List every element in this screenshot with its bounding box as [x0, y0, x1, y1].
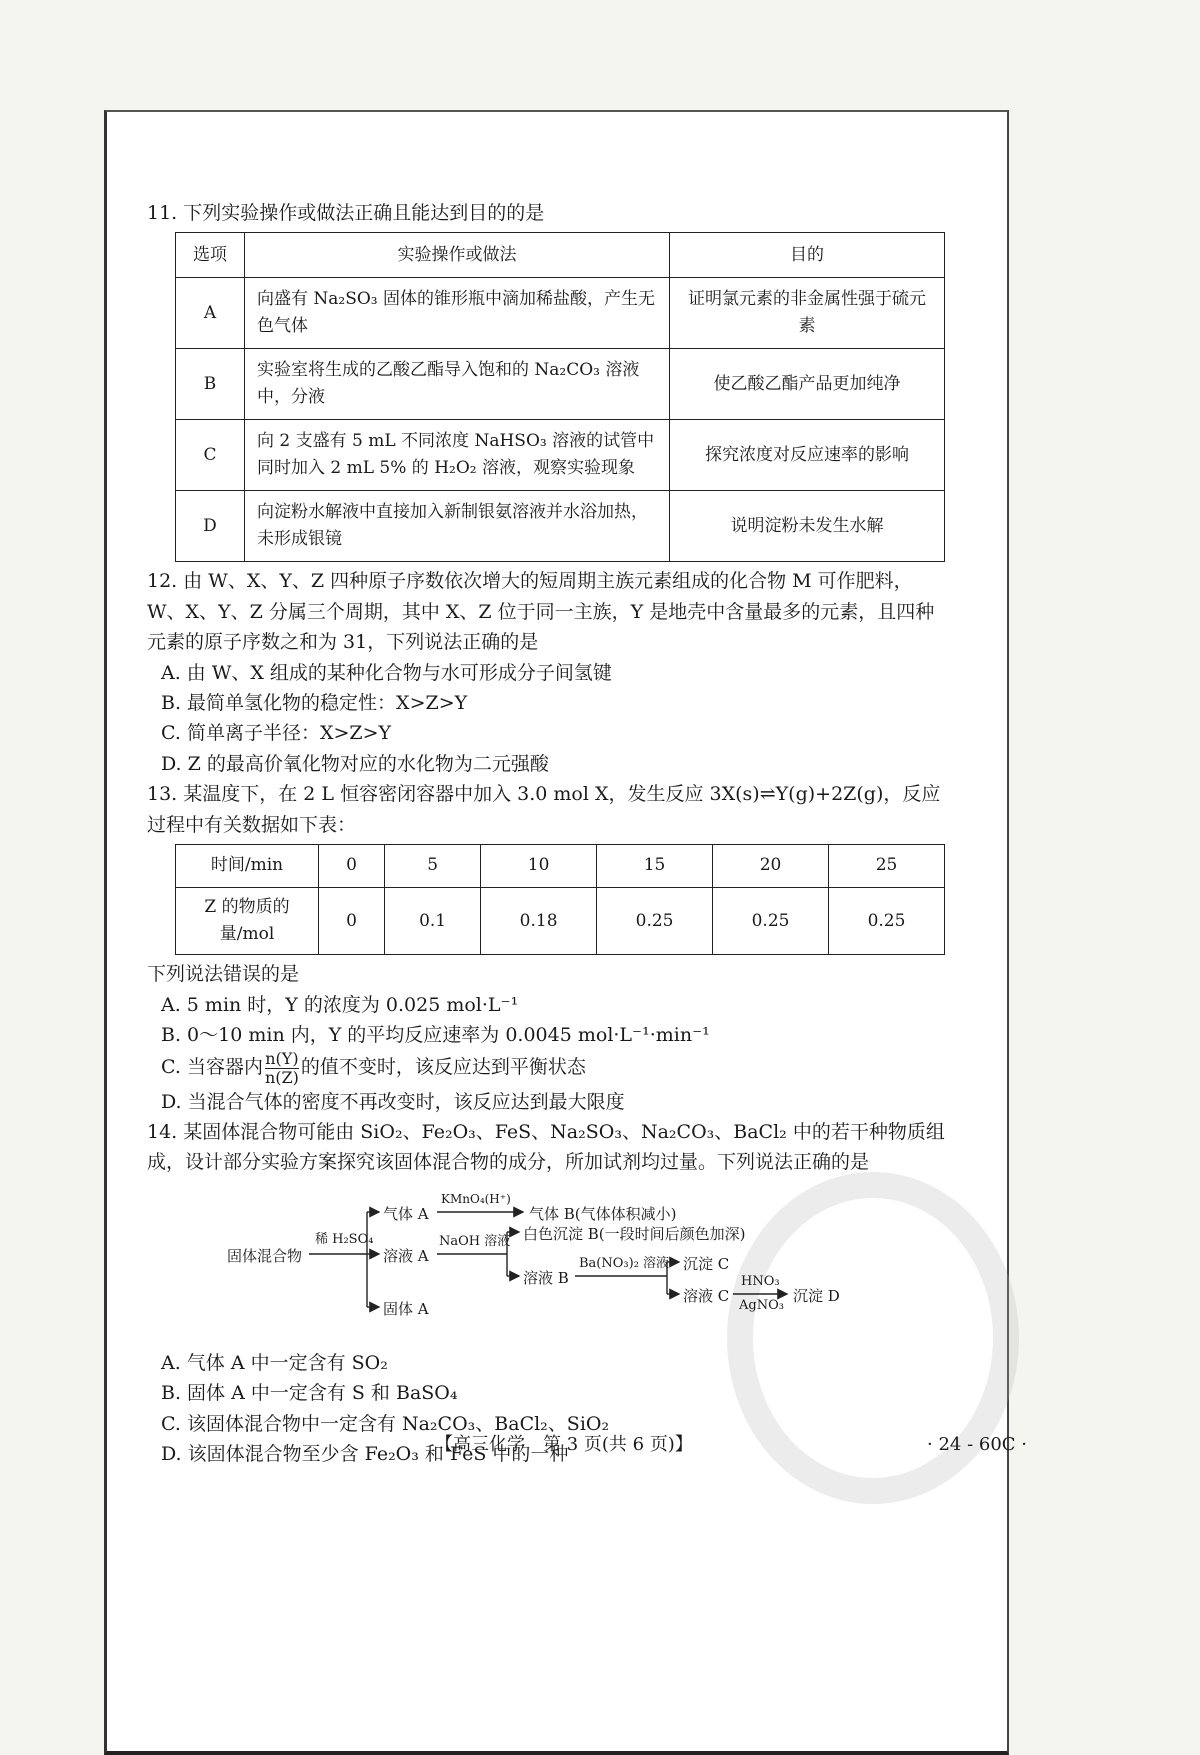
- flow-sol-a: 溶液 A: [383, 1246, 429, 1265]
- flow-reagent-h2so4: 稀 H₂SO₄: [315, 1231, 374, 1247]
- q11-option-c: C: [176, 420, 245, 491]
- q13-option-c-suffix: 的值不变时，该反应达到平衡状态: [300, 1056, 586, 1079]
- flow-ppt-b: 白色沉淀 B(一段时间后颜色加深): [523, 1224, 746, 1243]
- q11-operation-a: 向盛有 Na₂SO₃ 固体的锥形瓶中滴加稀盐酸，产生无色气体: [245, 278, 670, 349]
- fraction-numerator: n(Y): [265, 1049, 299, 1069]
- q11-stem: 11. 下列实验操作或做法正确且能达到目的的是: [147, 202, 545, 224]
- q13-amount-cell: 0.25: [829, 887, 945, 954]
- q13-amount-label: Z 的物质的量/mol: [176, 887, 319, 954]
- table-row: [176, 278, 945, 349]
- flow-start: 固体混合物: [227, 1246, 303, 1265]
- footer-page-info: 【高三化学 第 3 页(共 6 页)】: [435, 1434, 693, 1455]
- q13-time-cell: 5: [385, 844, 481, 887]
- q14-option-a: A. 气体 A 中一定含有 SO₂: [161, 1351, 388, 1374]
- q11-goal-c: 探究浓度对反应速率的影响: [670, 420, 945, 491]
- q13-time-cell: 15: [597, 844, 713, 887]
- q13-time-cell: 0: [319, 844, 385, 887]
- table-row: [176, 349, 945, 420]
- q14-stem: 14. 某固体混合物可能由 SiO₂、Fe₂O₃、FeS、Na₂SO₃、Na₂CO₃、BaCl₂ 中的若干种物质组成，设计部分实验方案探究该固体混合物的成分，所加试剂均过量。下列说法正确的是: [147, 1121, 945, 1174]
- q11-option-d: D: [176, 491, 245, 562]
- q12-option-a: A. 由 W、X 组成的某种化合物与水可形成分子间氢键: [161, 661, 612, 684]
- q13-amount-cell: 0.18: [481, 887, 597, 954]
- q11-table: [175, 232, 945, 562]
- flow-sol-c: 溶液 C: [683, 1286, 730, 1305]
- q11-operation-c: 向 2 支盛有 5 mL 不同浓度 NaHSO₃ 溶液的试管中同时加入 2 mL 5% 的 H₂O₂ 溶液，观察实验现象: [245, 420, 670, 491]
- q11-operation-b: 实验室将生成的乙酸乙酯导入饱和的 Na₂CO₃ 溶液中，分液: [245, 349, 670, 420]
- table-row: [176, 491, 945, 562]
- q11-header-operation: 实验操作或做法: [245, 233, 670, 278]
- q14-option-d: D. 该固体混合物至少含 Fe₂O₃ 和 FeS 中的一种: [161, 1442, 569, 1465]
- q11-header-goal: 目的: [670, 233, 945, 278]
- table-row: [176, 887, 945, 954]
- q11-option-a: A: [176, 278, 245, 349]
- q11-header-row: [176, 233, 945, 278]
- q13-amount-cell: 0: [319, 887, 385, 954]
- q13-option-c-fraction: [265, 1050, 299, 1086]
- table-row: [176, 420, 945, 491]
- q13-amount-cell: 0.25: [713, 887, 829, 954]
- flow-ppt-c: 沉淀 C: [683, 1254, 730, 1273]
- flow-ppt-d: 沉淀 D: [793, 1286, 840, 1305]
- q13-time-cell: 20: [713, 844, 829, 887]
- flow-gas-b: 气体 B(气体体积减小): [529, 1204, 677, 1223]
- q13-option-c: [161, 1050, 947, 1086]
- q11-header-option: 选项: [176, 233, 245, 278]
- q13-time-cell: 10: [481, 844, 597, 887]
- q13-time-label: 时间/min: [176, 844, 319, 887]
- flow-reagent-naoh: NaOH 溶液: [439, 1233, 511, 1249]
- q13-option-b: B. 0～10 min 内，Y 的平均反应速率为 0.0045 mol·L⁻¹·min⁻¹: [161, 1024, 710, 1047]
- q13-table: [175, 844, 945, 955]
- q12-stem: 12. 由 W、X、Y、Z 四种原子序数依次增大的短周期主族元素组成的化合物 M 可作肥料，W、X、Y、Z 分属三个周期，其中 X、Z 位于同一主族，Y 是地壳中含量最多的元素，且四种元素的原子序数之和为 31，下列说法正确的是: [147, 570, 935, 654]
- q14-option-c: C. 该固体混合物中一定含有 Na₂CO₃、BaCl₂、SiO₂: [161, 1412, 610, 1435]
- flow-reagent-hno3: HNO₃: [741, 1273, 780, 1289]
- exam-page: [104, 110, 1027, 1755]
- q12-option-b: B. 最简单氢化物的稳定性：X>Z>Y: [161, 691, 468, 714]
- q14-option-b: B. 固体 A 中一定含有 S 和 BaSO₄: [161, 1382, 458, 1405]
- flow-reagent-agno3: AgNO₃: [739, 1297, 784, 1313]
- q11-goal-a: 证明氯元素的非金属性强于硫元素: [670, 278, 945, 349]
- q11-operation-d: 向淀粉水解液中直接加入新制银氨溶液并水浴加热，未形成银镜: [245, 491, 670, 562]
- q12-option-c: C. 简单离子半径：X>Z>Y: [161, 722, 392, 745]
- table-row: [176, 844, 945, 887]
- q13-amount-cell: 0.1: [385, 887, 481, 954]
- flow-solid-a: 固体 A: [383, 1299, 429, 1318]
- q11-goal-b: 使乙酸乙酯产品更加纯净: [670, 349, 945, 420]
- q11-goal-d: 说明淀粉未发生水解: [670, 491, 945, 562]
- q14-flow-diagram: [147, 1184, 927, 1344]
- flow-reagent-kmno4: KMnO₄(H⁺): [441, 1191, 511, 1206]
- footer-exam-code: · 24 - 60C ·: [927, 1434, 1027, 1455]
- flow-gas-a: 气体 A: [383, 1204, 429, 1223]
- q13-ask: 下列说法错误的是: [147, 963, 300, 986]
- flow-sol-b: 溶液 B: [523, 1268, 569, 1287]
- q13-option-d: D. 当混合气体的密度不再改变时，该反应达到最大限度: [161, 1090, 625, 1113]
- q13-option-a: A. 5 min 时，Y 的浓度为 0.025 mol·L⁻¹: [161, 993, 519, 1016]
- q13-amount-cell: 0.25: [597, 887, 713, 954]
- q13-stem: 13. 某温度下，在 2 L 恒容密闭容器中加入 3.0 mol X，发生反应 3X(s)⇌Y(g)+2Z(g)，反应过程中有关数据如下表：: [147, 783, 941, 836]
- page-content: [147, 198, 1027, 1469]
- q12-option-d: D. Z 的最高价氧化物对应的水化物为二元强酸: [161, 752, 549, 775]
- flow-reagent-bano3: Ba(NO₃)₂ 溶液: [579, 1255, 670, 1271]
- q11-option-b: B: [176, 349, 245, 420]
- q13-time-cell: 25: [829, 844, 945, 887]
- q13-option-c-prefix: C. 当容器内: [161, 1056, 263, 1079]
- fraction-denominator: n(Z): [264, 1068, 299, 1088]
